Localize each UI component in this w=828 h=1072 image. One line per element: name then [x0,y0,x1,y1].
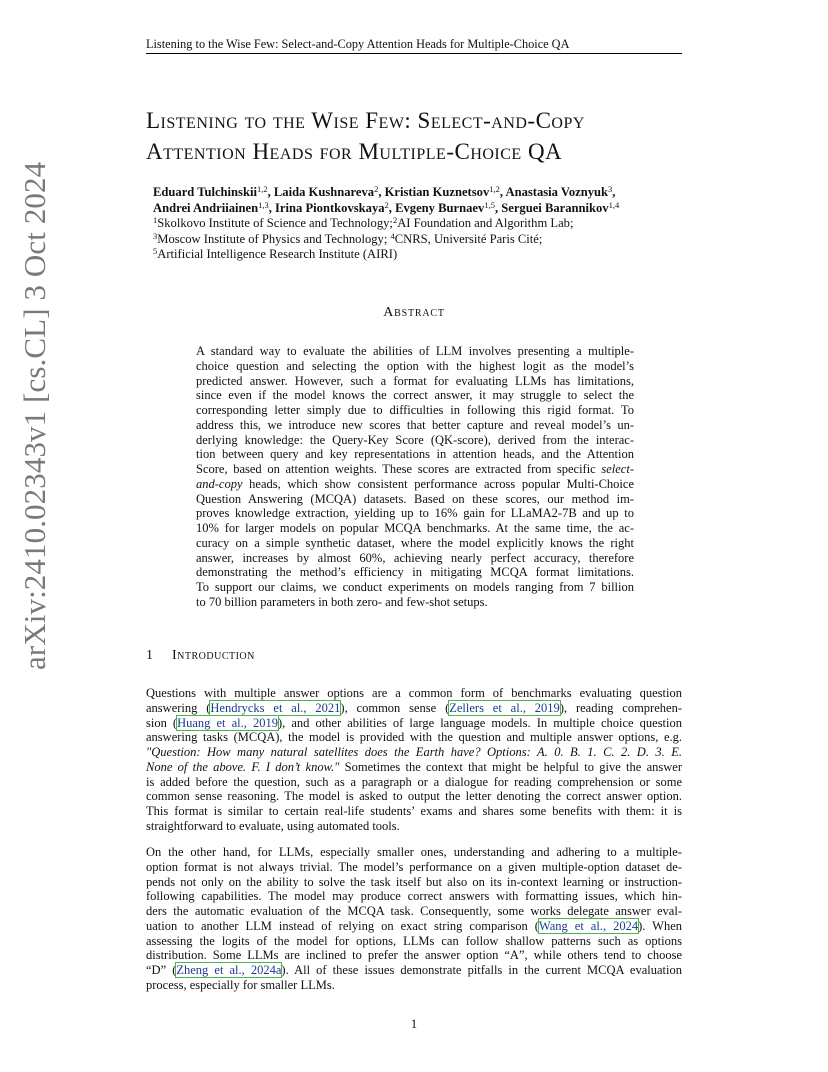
abstract-line: Question Answering (MCQA) datasets. Based on these scores, our method im- [196,491,634,506]
paragraph-line: assessing the logits of the model for options, LLMs can follow shallow patterns such as options [146,933,682,948]
text-run: uation to another LLM instead of relying on exact string comparison ( [146,918,539,933]
text-run: ), common sense ( [340,700,450,715]
abstract-line: A standard way to evaluate the abilities of LLM involves presenting a multiple- [196,344,634,358]
paragraph-line: process, especially for smaller LLMs. [146,977,335,992]
citation-link[interactable]: Wang et al., 2024 [538,918,639,933]
abstract-line: answer, increases by almost 60%, achieving nearly perfect accuracy, therefore [196,550,634,565]
author-block [153,185,693,263]
paragraph-line: common sense reasoning. The model is asked to output the letter denoting the correct answer option. [146,789,682,804]
text-run: “D” ( [146,963,177,977]
abstract-italic: and-copy [196,476,243,491]
paragraph-line: straightforward to evaluate, using automated tools. [146,818,400,833]
affiliation-mark: 4 [390,230,395,241]
abstract-line: proves knowledge extraction, yielding up to 16% gain for LLaMA2-7B and up to [196,506,634,521]
citation-link[interactable]: Huang et al., 2019 [177,715,278,730]
paragraph-line [146,760,682,775]
paragraph-line: option format is not always trivial. The model’s performance on a given multiple-option dataset de- [146,859,682,874]
abstract-line: To support our claims, we conduct experiments on models ranging from 7 billion [196,580,634,594]
section-number: 1 [146,648,154,663]
author-name: Laida Kushnareva [273,185,375,199]
abstract-line: since even if the model knows the correct answer, it may struggle to select the [196,388,634,403]
intro-paragraph-2 [146,845,682,993]
title-line-2: Attention Heads for Multiple-Choice QA [146,139,563,164]
affiliation: Moscow Institute of Physics and Technology; [157,231,388,246]
affiliation: AI Foundation and Algorithm Lab; [397,216,574,230]
abstract-line: address this, we introduce new scores that better capture and reveal model’s un- [196,417,634,432]
abstract-text: heads, which show consistent performance across popular Multi-Choice [249,476,635,491]
text-run: Sometimes the context that might be helpful to give the answer [339,759,683,774]
text-run: ), reading comprehen- [559,700,682,715]
intro-paragraph-1 [146,686,682,834]
author-name: Irina Piontkovskaya [275,200,385,215]
page-number: 1 [410,1017,418,1031]
affiliation: CNRS, Université Paris Cité; [394,231,543,246]
abstract-body [196,344,634,610]
affiliation-line-2 [153,232,693,248]
abstract-line: derlying knowledge: the Query-Key Score (QK-score), derived from the interac- [196,432,634,447]
author-affiliation-mark: 3 [608,184,613,194]
paragraph-line [146,701,682,716]
affiliation-line-3 [153,247,693,263]
abstract-line [196,477,634,492]
paragraph-line [146,963,682,978]
title-line-1: Listening to the Wise Few: Select-and-Copy [146,108,585,133]
author-name: Evgeny Burnaev [395,200,485,215]
abstract-heading: Abstract [383,305,445,320]
abstract-line: predicted answer. However, such a format for evaluating LLMs has limitations, [196,373,634,388]
paragraph-line: Questions with multiple answer options are a common form of benchmarks evaluating question [146,686,682,700]
text-run: ), and other abilities of large language models. In multiple choice question [277,715,682,730]
paragraph-line: This format is similar to certain real-life students’ exams and shares some benefits with them: it is [146,804,682,818]
author-line-1: Eduard Tulchinskii$^{1,2}$, Laida Kushnareva$^2$, Kristian Kuznetsov$^{1,2}$, Anastasia Voznyuk$^3$, [153,184,616,199]
abstract-line: 10% for larger models on popular MCQA benchmarks. At the same time, the ac- [196,521,634,535]
citation-link[interactable]: Hendrycks et al., 2021 [210,700,341,715]
affiliation: Skolkovo Institute of Science and Technology; [157,216,393,230]
affiliation-mark: 5 [153,246,158,256]
abstract-line: choice question and selecting the option with the highest logit as the model’s [196,358,634,373]
abstract-text: Score, based on attention weights. These scores are extracted from specific [196,462,596,476]
affiliation-line-1 [153,216,693,232]
paragraph-line: answering tasks (MCQA), the model is provided with the question and multiple answer options, e.g. [146,730,682,745]
arxiv-identifier-stamp: arXiv:2410.02343v1 [cs.CL] 3 Oct 2024 [17,161,52,670]
author-affiliation-mark: 1,5 [484,199,495,210]
section-heading-introduction [146,648,255,664]
example-question-italic: None of the above. F. I don’t know." [146,759,340,774]
author-line-2: Andrei Andriiainen$^{1,3}$, Irina Piontkovskaya$^2$, Evgeny Burnaev$^{1,5}$, Serguei Barannikov$^{1,4}$ [153,199,620,215]
abstract-line: to 70 billion parameters in both zero- and few-shot setups. [196,594,488,609]
paragraph-line [146,745,682,760]
abstract-line: curacy on a simple synthetic dataset, where the model explicitly knows the right [196,535,634,550]
author-affiliation-mark: 1,3 [258,199,269,210]
text-run: answering ( [146,700,211,715]
abstract-line: corresponding letter simply due to difficulties in following this rigid format. To [196,403,634,417]
paragraph-line [146,919,682,934]
paragraph-line: On the other hand, for LLMs, especially smaller ones, understanding and adhering to a multiple- [146,845,682,859]
paper-title [146,105,706,167]
author-affiliation-mark: 2 [384,199,389,210]
author-affiliation-mark: 1,2 [256,184,268,194]
citation-link[interactable]: Zheng et al., 2024a [176,963,282,977]
affiliation-mark: 2 [392,215,398,225]
text-run: ). When [638,918,682,933]
abstract-line [196,462,634,477]
paragraph-line [146,716,682,731]
author-name: Andrei Andriiainen [153,200,259,215]
author-affiliation-mark: 2 [374,184,379,194]
running-head: Listening to the Wise Few: Select-and-Copy Attention Heads for Multiple-Choice QA [146,36,682,54]
section-title: Introduction [172,648,255,663]
example-question-italic: "Question: How many natural satellites does the Earth have? Options: A. 0. B. 1. C. 2. D. 3. E. [146,745,682,759]
author-name: Serguei Barannikov [501,200,609,215]
author-name: Kristian Kuznetsov [384,185,490,199]
abstract-line: demonstrating the method’s efficiency in mitigating MCQA format limitations. [196,565,634,580]
author-name: Anastasia Voznyuk [505,185,609,199]
citation-link[interactable]: Zellers et al., 2019 [449,700,560,715]
author-name: Eduard Tulchinskii [153,185,257,199]
text-run: ). All of these issues demonstrate pitfalls in the current MCQA evaluation [281,963,682,977]
abstract-line: tion between query and key representations in attention heads, and the Attention [196,447,634,462]
author-affiliation-mark: 1,4 [608,199,620,210]
paragraph-line: is added before the question, such as a paragraph or a dialogue for reading comprehension or some [146,774,682,789]
affiliation-mark: 3 [153,230,158,241]
affiliation-mark: 1 [153,215,158,225]
abstract-italic: select- [601,462,634,476]
affiliation: Artificial Intelligence Research Institute (AIRI) [157,247,398,261]
author-affiliation-mark: 1,2 [489,184,500,194]
paragraph-line: ders the automatic evaluation of the MCQA task. Consequently, some works delegate answer eval- [146,904,682,918]
paragraph-line: distribution. Some LLMs are inclined to prefer the answer option “A”, while others tend to choose [146,948,682,963]
text-run: sion ( [146,715,178,730]
paragraph-line: following capabilities. The model may produce correct answers with formatting issues, which hin- [146,889,682,904]
paragraph-line: pends not only on the ability to solve the task itself but also on its in-context learning or instruction- [146,874,682,889]
